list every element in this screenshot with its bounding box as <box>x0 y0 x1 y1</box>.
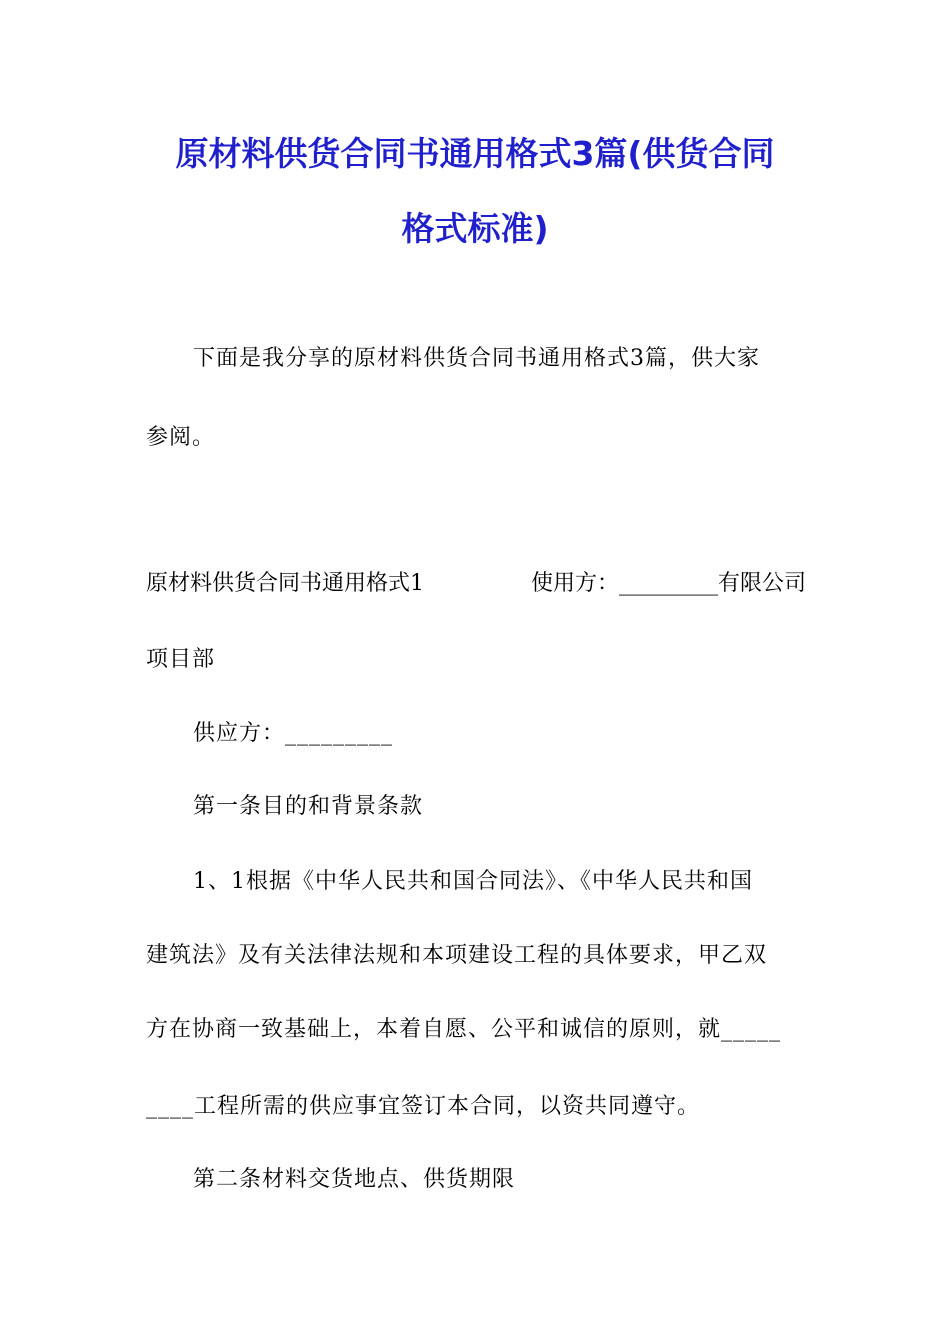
supplier-field: 供应方：_________ <box>193 721 394 746</box>
article-1-paragraph-line-4: ____工程所需的供应事宜签订本合同，以资共同遵守。 <box>146 1094 701 1119</box>
article-1-paragraph-line-1: 1、1根据《中华人民共和国合同法》、《中华人民共和国 <box>193 869 753 894</box>
document-title-line-2: 格式标准) <box>401 209 549 248</box>
article-2-heading: 第二条材料交货地点、供货期限 <box>193 1167 516 1192</box>
article-1-paragraph-line-2: 建筑法》及有关法律法规和本项建设工程的具体要求，甲乙双 <box>146 943 768 968</box>
section-heading-row <box>146 569 806 599</box>
intro-paragraph-line-2: 参阅。 <box>146 425 216 450</box>
article-1-heading: 第一条目的和背景条款 <box>193 794 424 819</box>
section-heading-continuation: 项目部 <box>146 647 216 672</box>
user-party-field: 使用方：_________有限公司 <box>530 571 806 596</box>
intro-paragraph-line-1: 下面是我分享的原材料供货合同书通用格式3篇，供大家 <box>193 346 760 371</box>
article-1-paragraph-line-3: 方在协商一致基础上，本着自愿、公平和诚信的原则，就_____ <box>146 1017 782 1042</box>
section-heading-title: 原材料供货合同书通用格式1 <box>146 571 424 596</box>
document-title-line-1: 原材料供货合同书通用格式3篇(供货合同 <box>175 134 775 173</box>
